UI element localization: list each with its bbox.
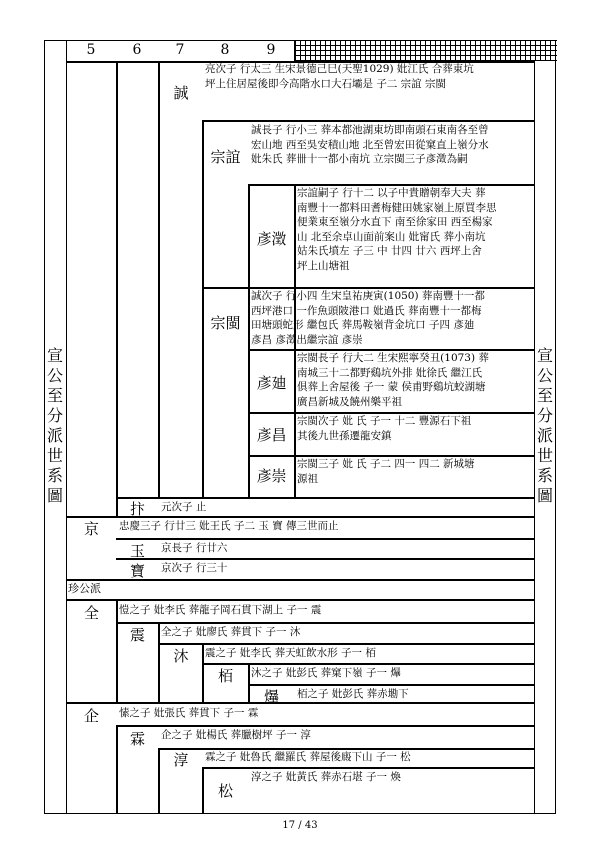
record-yancheng: 宗誼嗣子 行十二 以子中貴贈朝奉大夫 葬 南豐十一都料田耆梅健田姚家嶺上原買李思 便業東至嶺分水直下 南至徐家田 西至楊家 山 北至余卓山面前案山 妣甯氏 葬小南坑 姑朱氏墳左 子三 中 廿四 廿六 西坪上舍 坪上山塘祖 (297, 187, 497, 272)
rule (116, 725, 534, 727)
record-yanyou: 宗閩長子 行大二 生宋熙寧癸丑(1073) 葬 南城三十二都野鷄坑外排 妣徐氏 繼江氏 俱葬上舍屋後 子一 蒙 侯甫野鷄坑蛟湖塘 廣昌新城及饒州樂平祖 (297, 352, 489, 408)
person-name-song: 松 (217, 782, 233, 800)
person-name-yanchang: 彥昌 (256, 426, 287, 444)
person-name-chun: 淳 (173, 751, 189, 769)
column-rule (66, 40, 67, 814)
rule (202, 767, 534, 769)
record-qi: 愫之子 妣張氏 葬貫下 子一 霖 (119, 707, 259, 719)
record-jing: 忠慶三子 行廿三 妣王氏 子二 玉 寶 傳三世而止 (119, 520, 339, 532)
side-title-left: 宣 公 至 分 派 世 系 圖 (46, 346, 63, 505)
person-name-bian: 抃 (129, 500, 145, 518)
record-song: 淳之子 妣黃氏 葬赤石堪 子一 煥 (251, 771, 401, 783)
generation-header: 7 (175, 42, 185, 58)
record-yu: 京長子 行廿六 (161, 542, 228, 554)
person-name-jing: 京 (83, 520, 99, 538)
generation-header: 5 (86, 42, 96, 58)
person-name-bo: 栢 (217, 667, 233, 685)
rule (158, 643, 534, 645)
person-name-yu: 玉 (129, 542, 145, 560)
rule (66, 702, 534, 704)
person-name-zongyi: 宗誼 (210, 148, 241, 166)
tree-line (116, 599, 118, 702)
rule (202, 120, 534, 122)
rule (116, 538, 534, 540)
rule (116, 497, 534, 499)
record-chun: 霖之子 妣魯氏 繼羅氏 葬屋後廄下山 子一 松 (205, 751, 411, 763)
page-number: 17 / 43 (282, 820, 318, 831)
person-name-lin: 霖 (129, 730, 145, 748)
person-name-ye: 爗 (263, 688, 279, 706)
person-name-quan: 全 (83, 604, 99, 622)
tree-line (116, 61, 118, 516)
side-title-right: 宣 公 至 分 派 世 系 圖 (536, 346, 553, 505)
person-name-qi: 企 (83, 707, 99, 725)
tree-line (158, 61, 160, 497)
generation-header: 8 (220, 42, 230, 58)
tree-line (202, 120, 204, 497)
rule (202, 663, 534, 665)
record-zhen: 全之子 妣廖氏 葬貫下 子一 沐 (161, 626, 301, 638)
person-name-bao: 寶 (129, 562, 145, 580)
rule (116, 622, 534, 624)
record-yanchong: 宗閩三子 妣 氏 子二 四一 四二 新城塘 源祖 (297, 458, 475, 485)
hatched-header-area (294, 40, 557, 61)
record-zongmin: 誠次子 行小四 生宋皇祐庚寅(1050) 葬南豐十一都 西坪港口 一作魚頭陂港口 妣過氏 葬南豐十一都梅 田塘頭蛇形 繼包氏 葬馬鞍嶺背金坑口 子四 彥廸 彥昌 彥澂出繼宗誼 彥崇 (251, 290, 485, 346)
person-name-mu: 沐 (173, 647, 189, 665)
person-name-cheng: 誠 (173, 84, 189, 102)
person-name-zhen: 震 (129, 626, 145, 644)
record-bo: 沐之子 妣彭氏 葬窠下嶺 子一 爗 (251, 667, 401, 679)
generation-header: 6 (132, 42, 142, 58)
record-yanchang: 宗閩次子 妣 氏 子一 十二 豐源石下祖 其後九世孫遷龍安鎮 (297, 415, 472, 442)
record-cheng: 亮次子 行太三 生宋景德己巳(天聖1029) 妣江氏 合葬東坑 坪上住居屋後即今高階水口大石壩是 子二 宗誼 宗閩 (205, 63, 474, 90)
record-zongyi: 誠長子 行小三 葬本都池湖東坊即南頭石東南各至曾 宏山地 西至吳安積山地 北至曾宏田從窠直上嶺分水 妣朱氏 葬卌十一都小南坑 立宗閩三子彥澂為嗣 (251, 124, 489, 166)
person-name-yanchong: 彥崇 (256, 467, 287, 485)
generation-header: 9 (266, 42, 276, 58)
record-bian: 元次子 止 (161, 501, 207, 513)
record-lin: 企之子 妣楊氏 葬臘樹坪 子一 淳 (161, 729, 311, 741)
rule (116, 558, 534, 560)
record-quan: 愷之子 妣李氏 葬龍子岡石貫下湖上 子一 震 (119, 604, 322, 616)
record-mu: 震之子 妣李氏 葬天虹飲水形 子一 栢 (205, 647, 376, 659)
person-name-yanyou: 彥廸 (256, 374, 287, 392)
rule (66, 599, 534, 601)
record-ye: 栢之子 妣彭氏 葬赤墈下 (297, 688, 409, 700)
section-label: 珍公派 (68, 582, 101, 595)
person-name-zongmin: 宗閩 (210, 314, 241, 332)
record-bao: 京次子 行三十 (161, 562, 228, 574)
person-name-yancheng: 彥澂 (256, 230, 287, 248)
